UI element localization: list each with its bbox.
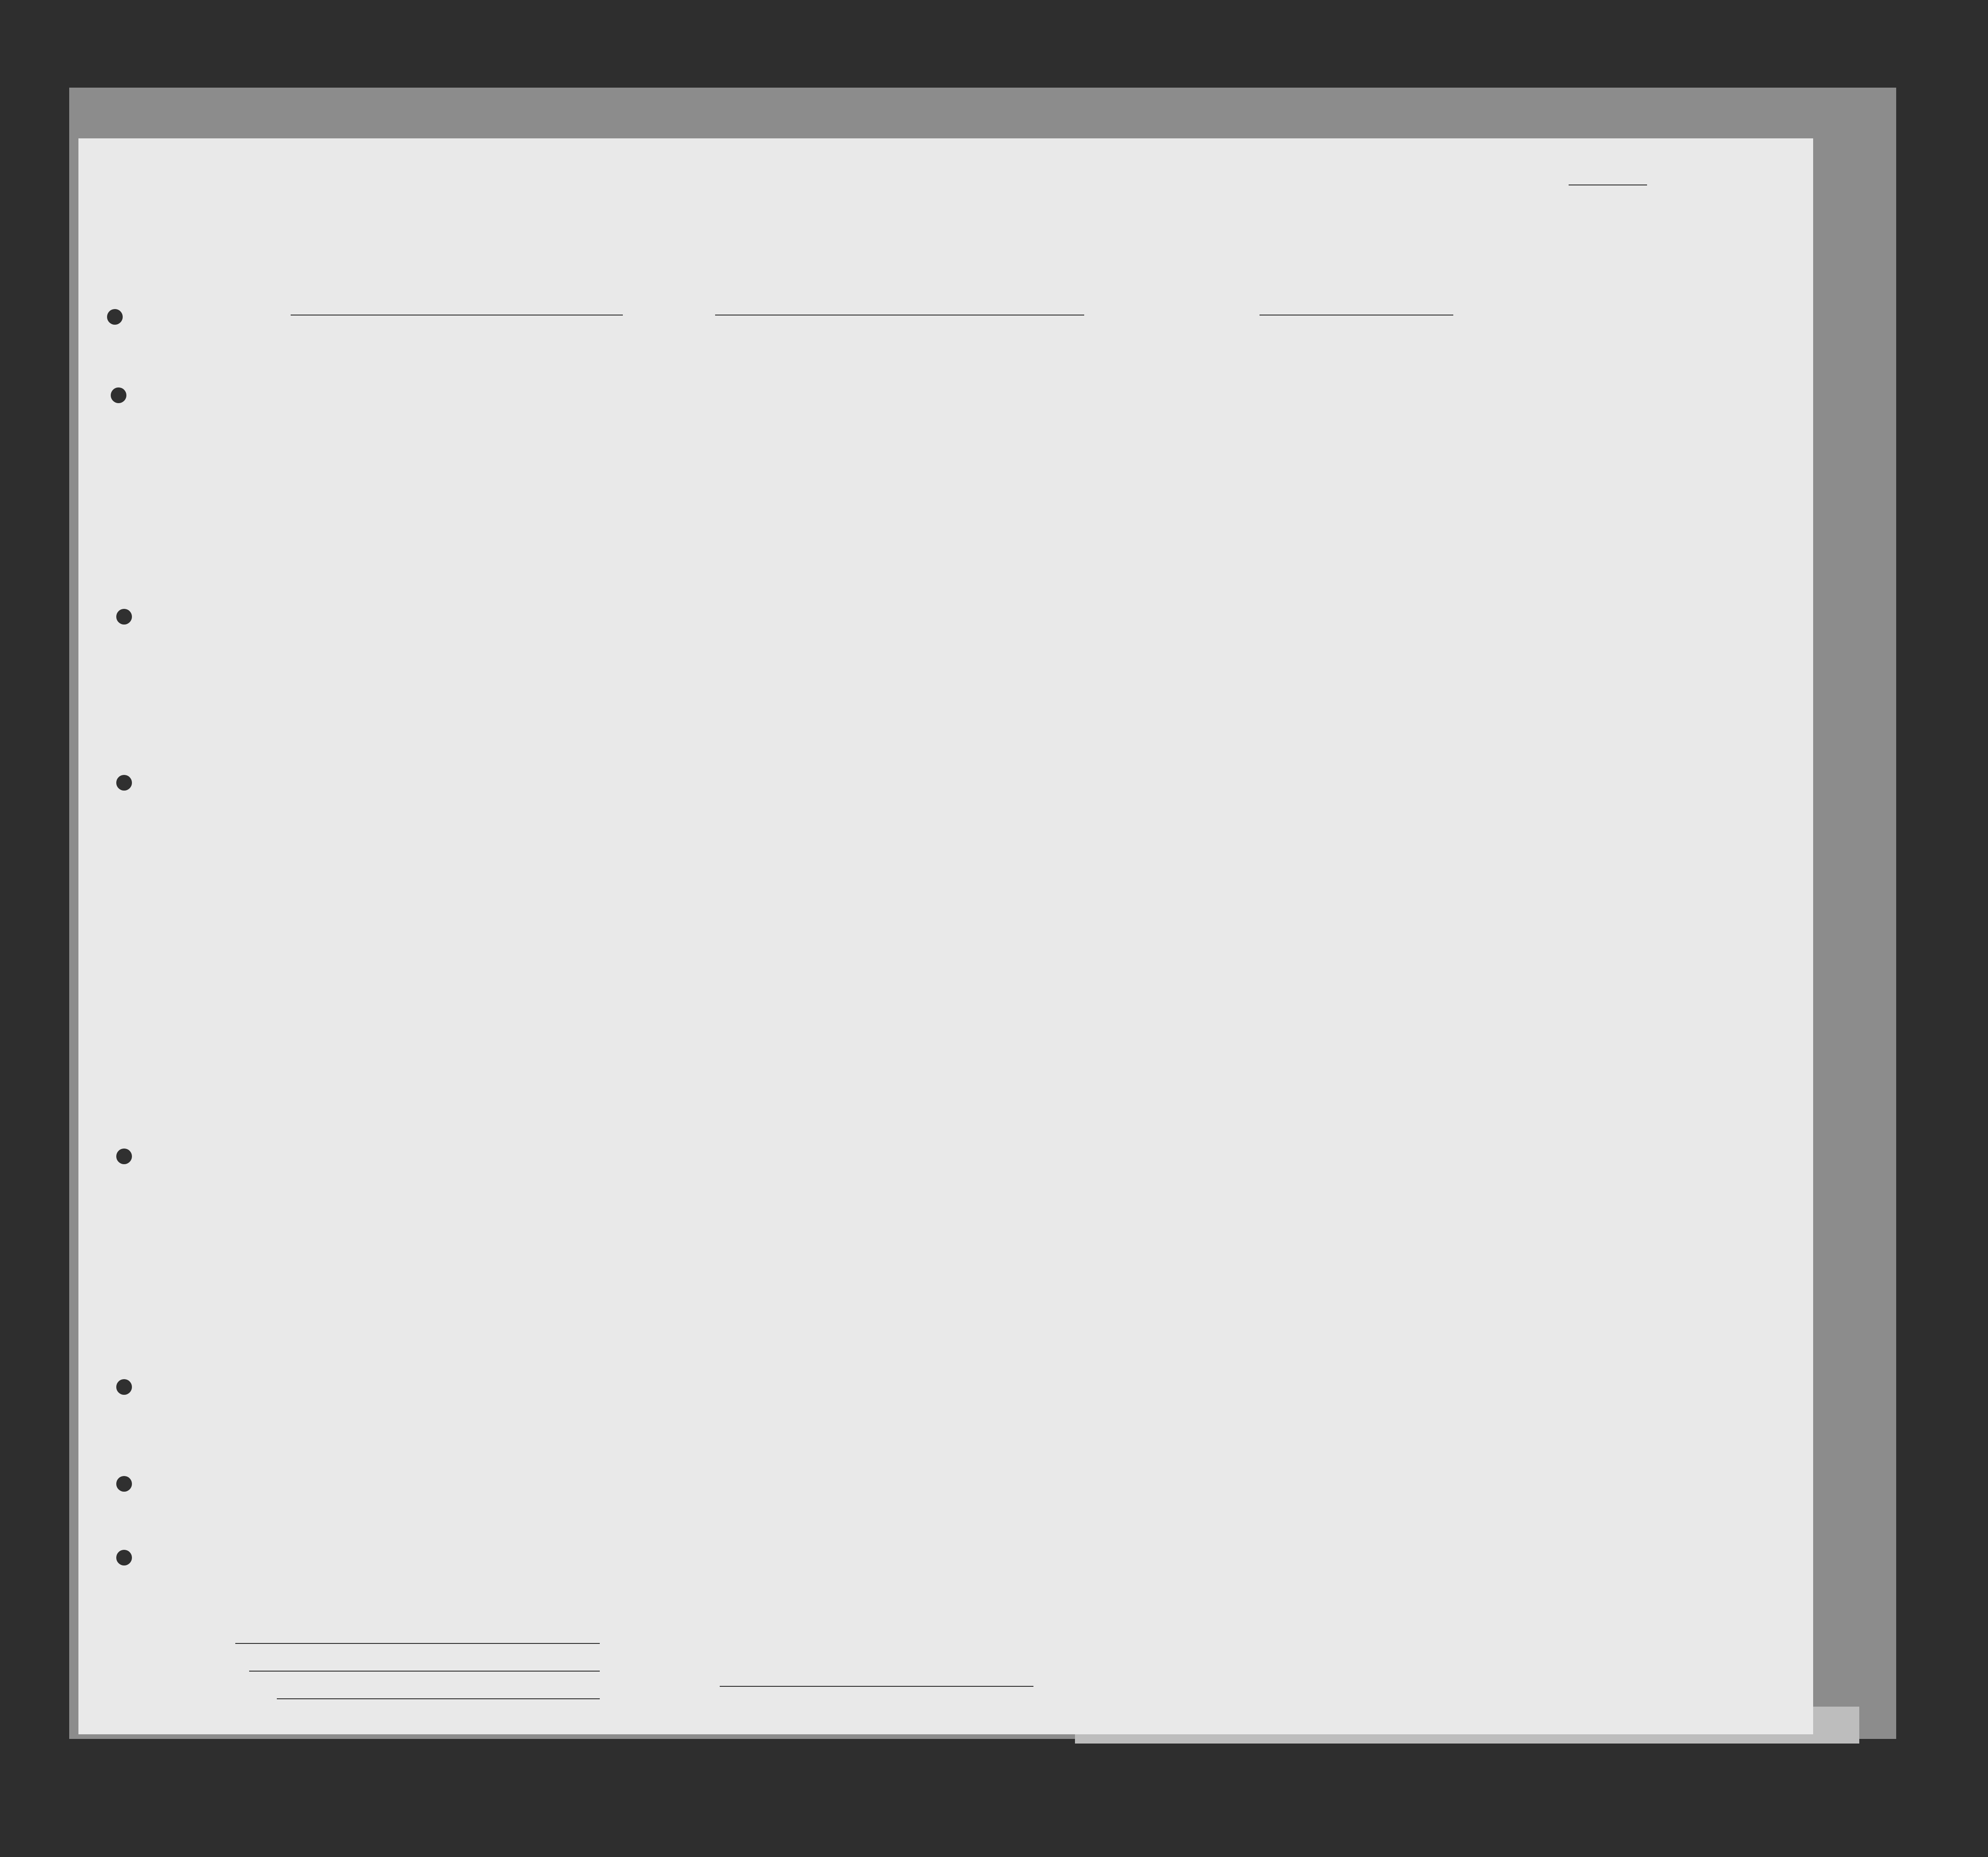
owners-rule [249, 1671, 600, 1672]
manifest-page [78, 138, 1813, 1734]
punch-hole [116, 775, 132, 791]
crew-table [148, 341, 1809, 1624]
punch-hole [116, 1476, 132, 1492]
punch-hole [107, 309, 123, 325]
punch-hole [111, 387, 126, 403]
line-rule [235, 1643, 600, 1644]
punch-hole [116, 609, 132, 625]
agents-rule [277, 1698, 600, 1699]
punch-hole [116, 1379, 132, 1395]
punch-hole [116, 1550, 132, 1565]
punch-hole [116, 1149, 132, 1164]
inspector-rule [720, 1686, 1033, 1687]
